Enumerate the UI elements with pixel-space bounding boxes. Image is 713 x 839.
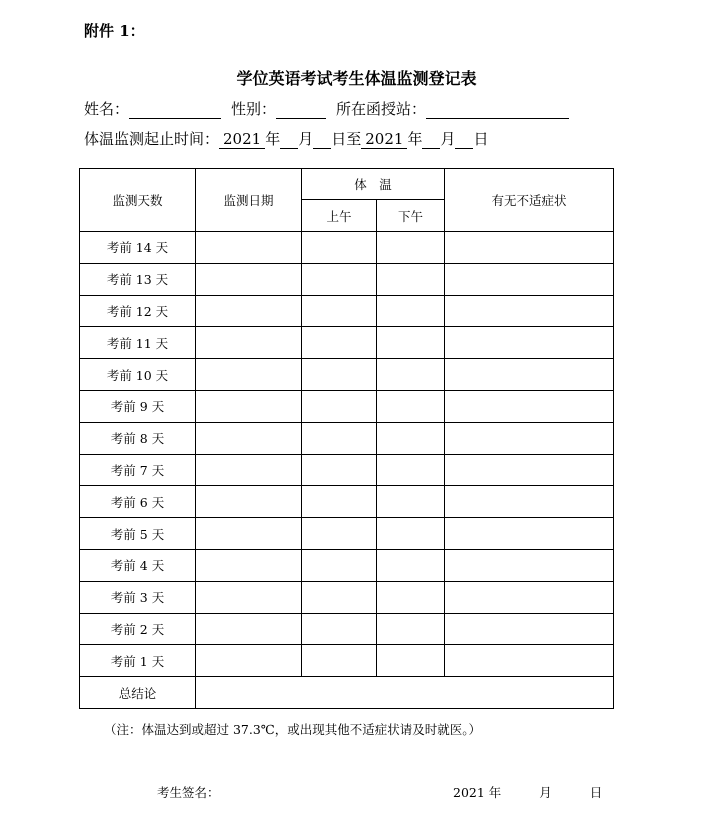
day-to-label: 日至 — [331, 130, 362, 148]
date-cell[interactable] — [196, 613, 302, 645]
pm-temp-cell[interactable] — [377, 486, 445, 518]
pm-temp-cell[interactable] — [377, 263, 445, 295]
date-cell[interactable] — [196, 549, 302, 581]
gender-field[interactable] — [276, 101, 326, 119]
symptoms-cell[interactable] — [445, 390, 614, 422]
header-temperature: 体 温 — [302, 169, 445, 200]
pm-temp-cell[interactable] — [377, 422, 445, 454]
date-cell[interactable] — [196, 422, 302, 454]
gender-label: 性别： — [231, 100, 277, 118]
name-label: 姓名： — [84, 100, 130, 118]
station-label: 所在函授站： — [336, 100, 427, 118]
table-row — [80, 549, 614, 581]
pm-temp-cell[interactable] — [377, 613, 445, 645]
pm-temp-cell[interactable] — [377, 327, 445, 359]
table-row — [80, 486, 614, 518]
conclusion-row — [80, 677, 614, 709]
am-temp-cell[interactable] — [302, 327, 377, 359]
pm-temp-cell[interactable] — [377, 518, 445, 550]
date-cell[interactable] — [196, 581, 302, 613]
header-pm: 下午 — [377, 200, 445, 232]
symptoms-cell[interactable] — [445, 613, 614, 645]
period-label: 体温监测起止时间： — [84, 130, 220, 148]
row-label: 考前 1 天 — [80, 645, 196, 677]
row-label: 考前 14 天 — [80, 232, 196, 264]
am-temp-cell[interactable] — [302, 581, 377, 613]
table-row — [80, 327, 614, 359]
am-temp-cell[interactable] — [302, 390, 377, 422]
footer-year-char: 年 — [488, 785, 502, 800]
start-month-field[interactable] — [280, 131, 298, 149]
row-label: 考前 11 天 — [80, 327, 196, 359]
symptoms-cell[interactable] — [445, 486, 614, 518]
period-row — [84, 128, 488, 149]
header-row — [80, 169, 614, 200]
am-temp-cell[interactable] — [302, 645, 377, 677]
table-row — [80, 263, 614, 295]
row-label: 考前 2 天 — [80, 613, 196, 645]
date-cell[interactable] — [196, 232, 302, 264]
row-label: 考前 10 天 — [80, 359, 196, 391]
table-row — [80, 359, 614, 391]
date-cell[interactable] — [196, 327, 302, 359]
form-title: 学位英语考试考生体温监测登记表 — [236, 69, 477, 88]
date-cell[interactable] — [196, 454, 302, 486]
am-temp-cell[interactable] — [302, 549, 377, 581]
date-cell[interactable] — [196, 263, 302, 295]
row-label: 考前 4 天 — [80, 549, 196, 581]
header-am: 上午 — [302, 200, 377, 232]
row-label: 考前 6 天 — [80, 486, 196, 518]
table-row — [80, 390, 614, 422]
footer-day-char: 日 — [589, 785, 603, 800]
pm-temp-cell[interactable] — [377, 549, 445, 581]
symptoms-cell[interactable] — [445, 327, 614, 359]
table-row — [80, 422, 614, 454]
note-text: （注：体温达到或超过 37.3℃，或出现其他不适症状请及时就医。） — [104, 722, 482, 737]
row-label: 考前 13 天 — [80, 263, 196, 295]
conclusion-label: 总结论 — [80, 677, 196, 709]
row-label: 考前 7 天 — [80, 454, 196, 486]
date-cell[interactable] — [196, 518, 302, 550]
end-year: 2021 — [361, 130, 407, 149]
name-field[interactable] — [129, 101, 221, 119]
row-label: 考前 3 天 — [80, 581, 196, 613]
symptoms-cell[interactable] — [445, 454, 614, 486]
station-field[interactable] — [426, 101, 569, 119]
end-day-char: 日 — [473, 130, 489, 148]
am-temp-cell[interactable] — [302, 454, 377, 486]
table-row — [80, 232, 614, 264]
pm-temp-cell[interactable] — [377, 581, 445, 613]
am-temp-cell[interactable] — [302, 263, 377, 295]
pm-temp-cell[interactable] — [377, 232, 445, 264]
end-year-char: 年 — [407, 130, 423, 148]
pm-temp-cell[interactable] — [377, 454, 445, 486]
start-year-char: 年 — [265, 130, 281, 148]
start-year: 2021 — [219, 130, 265, 149]
header-days: 监测天数 — [80, 169, 196, 232]
table-row — [80, 581, 614, 613]
symptoms-cell[interactable] — [445, 581, 614, 613]
date-cell[interactable] — [196, 359, 302, 391]
table-row — [80, 454, 614, 486]
pm-temp-cell[interactable] — [377, 359, 445, 391]
am-temp-cell[interactable] — [302, 295, 377, 327]
am-temp-cell[interactable] — [302, 232, 377, 264]
symptoms-cell[interactable] — [445, 549, 614, 581]
pm-temp-cell[interactable] — [377, 645, 445, 677]
attachment-label: 附件 1： — [84, 22, 145, 40]
header-date: 监测日期 — [196, 169, 302, 232]
table-row — [80, 295, 614, 327]
end-month-field[interactable] — [422, 131, 440, 149]
date-cell[interactable] — [196, 390, 302, 422]
symptoms-cell[interactable] — [445, 263, 614, 295]
start-day-field[interactable] — [313, 131, 331, 149]
symptoms-cell[interactable] — [445, 232, 614, 264]
table-row — [80, 518, 614, 550]
end-month-char: 月 — [440, 130, 456, 148]
header-symptoms: 有无不适症状 — [445, 169, 614, 232]
end-day-field[interactable] — [455, 131, 473, 149]
date-cell[interactable] — [196, 295, 302, 327]
footer-month-char: 月 — [539, 785, 552, 800]
date-cell[interactable] — [196, 645, 302, 677]
row-label: 考前 9 天 — [80, 390, 196, 422]
am-temp-cell[interactable] — [302, 486, 377, 518]
table-row — [80, 613, 614, 645]
am-temp-cell[interactable] — [302, 613, 377, 645]
symptoms-cell[interactable] — [445, 295, 614, 327]
am-temp-cell[interactable] — [302, 422, 377, 454]
date-cell[interactable] — [196, 486, 302, 518]
symptoms-cell[interactable] — [445, 359, 614, 391]
signature-label: 考生签名： — [157, 785, 220, 800]
pm-temp-cell[interactable] — [377, 390, 445, 422]
start-month-char: 月 — [298, 130, 314, 148]
am-temp-cell[interactable] — [302, 359, 377, 391]
symptoms-cell[interactable] — [445, 518, 614, 550]
table-row — [80, 645, 614, 677]
conclusion-cell[interactable] — [196, 677, 614, 709]
symptoms-cell[interactable] — [445, 422, 614, 454]
footer-year: 2021 — [453, 785, 485, 800]
symptoms-cell[interactable] — [445, 645, 614, 677]
row-label: 考前 8 天 — [80, 422, 196, 454]
row-label: 考前 5 天 — [80, 518, 196, 550]
temperature-table — [79, 168, 614, 709]
pm-temp-cell[interactable] — [377, 295, 445, 327]
am-temp-cell[interactable] — [302, 518, 377, 550]
personal-info-row — [84, 98, 569, 119]
footer-date — [453, 783, 602, 801]
row-label: 考前 12 天 — [80, 295, 196, 327]
